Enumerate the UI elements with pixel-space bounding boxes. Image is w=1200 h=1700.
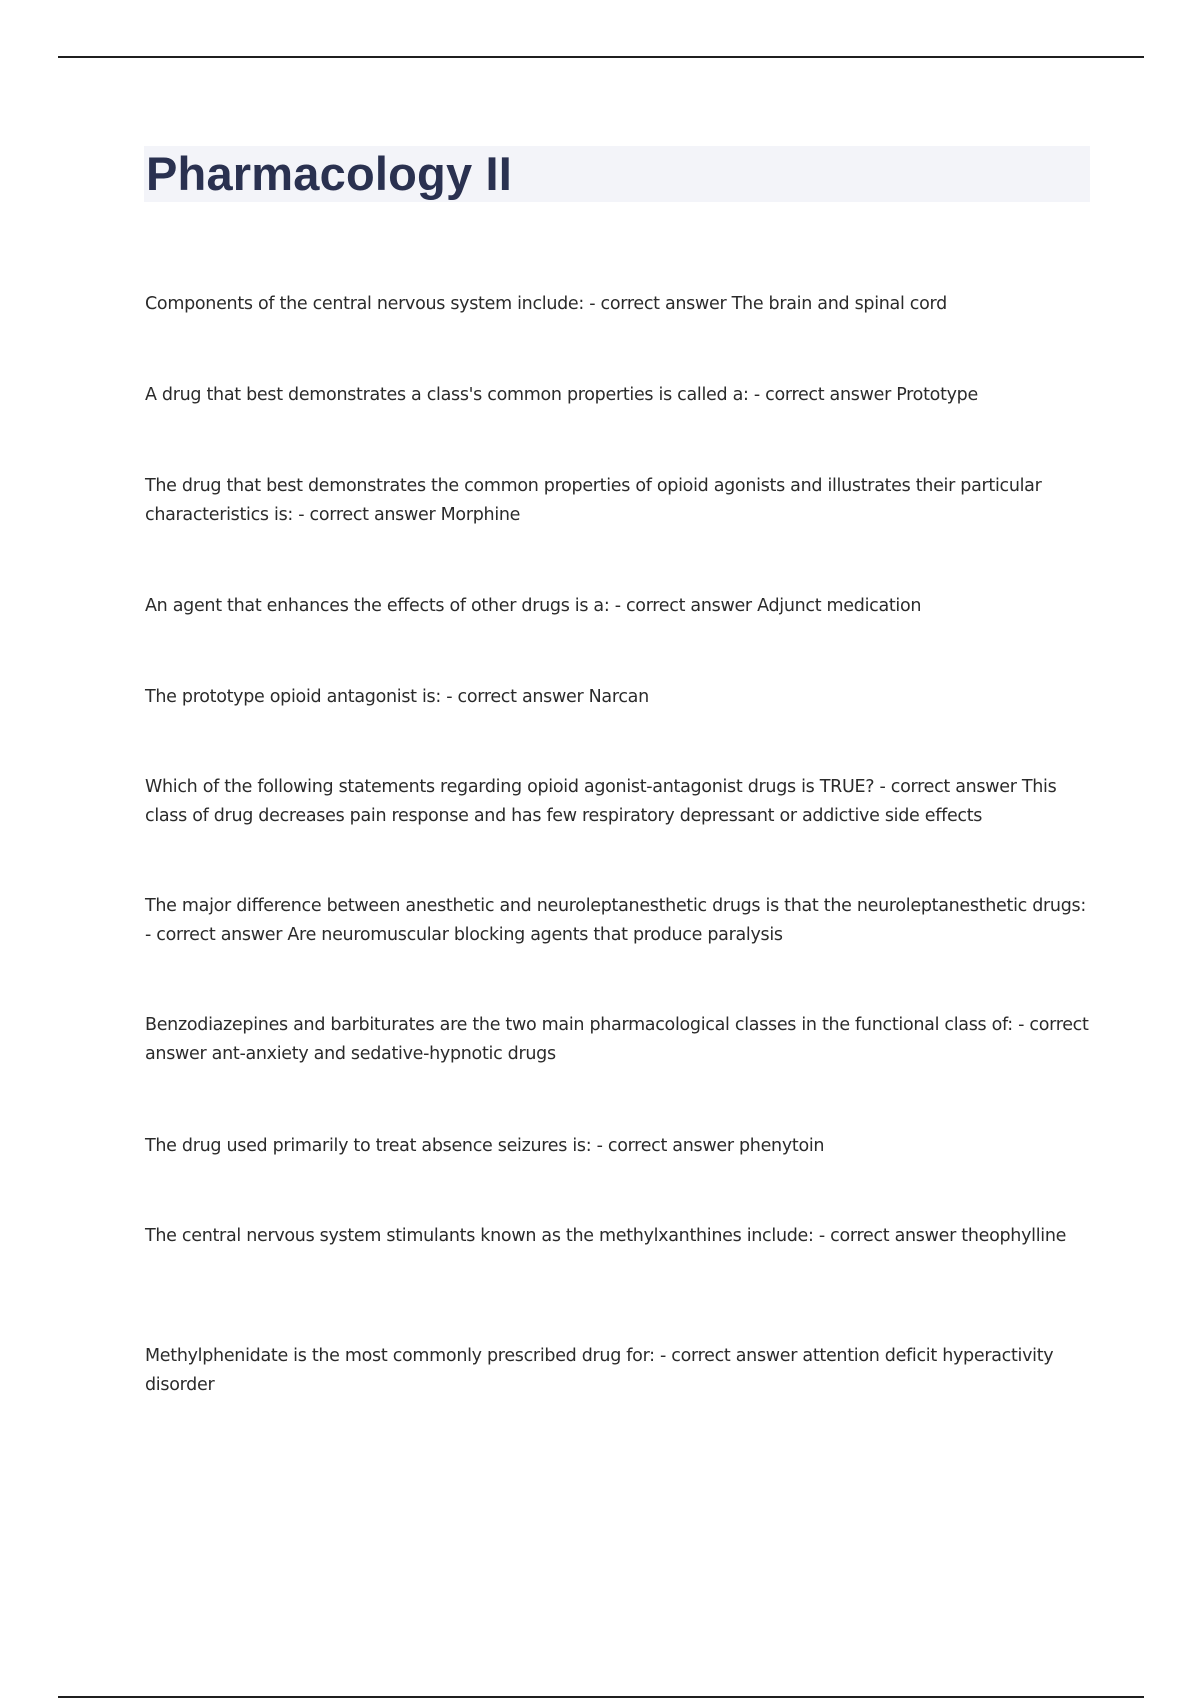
qa-item-4: An agent that enhances the effects of other drugs is a: - correct answer Adjunct medication xyxy=(145,596,922,616)
qa-item-1: Components of the central nervous system include: - correct answer The brain and spinal cord xyxy=(145,294,947,314)
qa-item-11: Methylphenidate is the most commonly prescribed drug for: - correct answer attention deficit hyperactivity disorder xyxy=(145,1346,1054,1395)
qa-item-3: The drug that best demonstrates the common properties of opioid agonists and illustrates their particular characteristics is: - correct answer Morphine xyxy=(145,476,1042,525)
top-divider xyxy=(58,56,1144,58)
qa-item-8: Benzodiazepines and barbiturates are the two main pharmacological classes in the functional class of: - correct answer ant-anxiety and sedative-hypnotic drugs xyxy=(145,1015,1089,1064)
page-title: Pharmacology II xyxy=(146,147,513,200)
qa-item-7: The major difference between anesthetic and neuroleptanesthetic drugs is that the neuroleptanesthetic drugs: - correct answer Are neuromuscular blocking agents that produce paralysis xyxy=(145,896,1086,945)
qa-item-10: The central nervous system stimulants known as the methylxanthines include: - correct answer theophylline xyxy=(145,1226,1067,1246)
qa-item-9: The drug used primarily to treat absence seizures is: - correct answer phenytoin xyxy=(145,1136,825,1156)
qa-item-5: The prototype opioid antagonist is: - correct answer Narcan xyxy=(145,687,649,707)
qa-item-2: A drug that best demonstrates a class's common properties is called a: - correct answer Prototype xyxy=(145,385,978,405)
bottom-divider xyxy=(58,1696,1144,1698)
qa-item-6: Which of the following statements regarding opioid agonist-antagonist drugs is TRUE? - correct answer This class of drug decreases pain response and has few respiratory depressant or addictive side effects xyxy=(145,777,1057,826)
